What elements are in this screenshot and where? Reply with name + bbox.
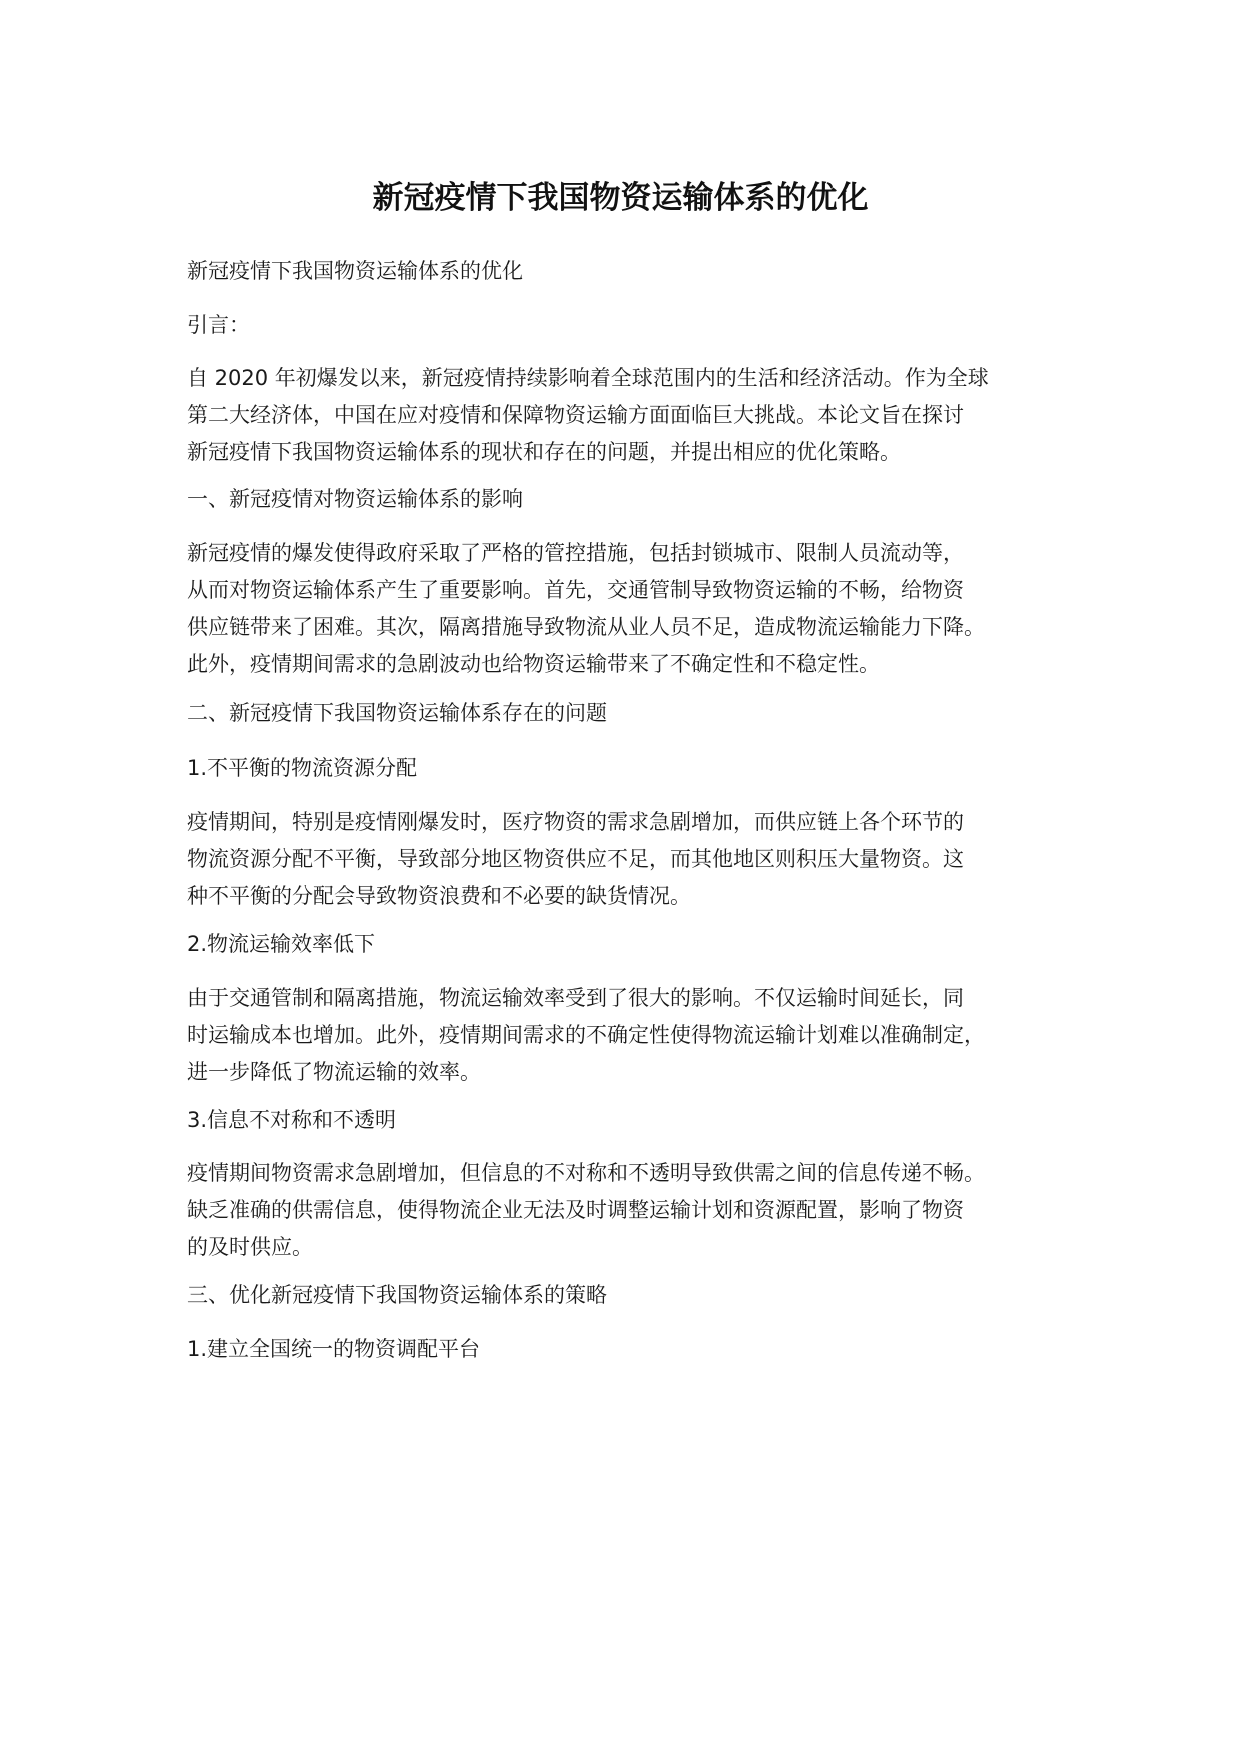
item1-paragraph xyxy=(187,804,1077,915)
paragraph-line: 从而对物资运输体系产生了重要影响。首先，交通管制导致物资运输的不畅，给物资 xyxy=(187,578,964,602)
section1-heading: 一、新冠疫情对物资运输体系的影响 xyxy=(187,487,523,511)
paragraph-line: 新冠疫情的爆发使得政府采取了严格的管控措施，包括封锁城市、限制人员流动等， xyxy=(187,541,964,565)
paragraph-line: 新冠疫情下我国物资运输体系的现状和存在的问题，并提出相应的优化策略。 xyxy=(187,440,901,464)
paragraph-line: 时运输成本也增加。此外，疫情期间需求的不确定性使得物流运输计划难以准确制定， xyxy=(187,1023,985,1047)
paragraph-line: 缺乏准确的供需信息，使得物流企业无法及时调整运输计划和资源配置，影响了物资 xyxy=(187,1198,964,1222)
paragraph-line: 由于交通管制和隔离措施，物流运输效率受到了很大的影响。不仅运输时间延长，同 xyxy=(187,986,964,1010)
paragraph-line: 第二大经济体，中国在应对疫情和保障物资运输方面面临巨大挑战。本论文旨在探讨 xyxy=(187,403,964,427)
paragraph-line: 疫情期间，特别是疫情刚爆发时，医疗物资的需求急剧增加，而供应链上各个环节的 xyxy=(187,810,964,834)
item2-heading: 2.物流运输效率低下 xyxy=(187,932,376,956)
strategy1-heading: 1.建立全国统一的物资调配平台 xyxy=(187,1337,481,1361)
paragraph-line: 供应链带来了困难。其次，隔离措施导致物流从业人员不足，造成物流运输能力下降。 xyxy=(187,615,985,639)
paragraph-line: 自 2020 年初爆发以来，新冠疫情持续影响着全球范围内的生活和经济活动。作为全球 xyxy=(187,366,989,390)
intro-paragraph xyxy=(187,360,1077,471)
document-title: 新冠疫情下我国物资运输体系的优化 xyxy=(372,180,869,216)
paragraph-line: 的及时供应。 xyxy=(187,1235,313,1259)
paragraph-line: 进一步降低了物流运输的效率。 xyxy=(187,1060,481,1084)
intro-heading: 引言： xyxy=(187,313,250,337)
item3-paragraph xyxy=(187,1155,1077,1266)
item2-paragraph xyxy=(187,980,1077,1091)
item3-heading: 3.信息不对称和不透明 xyxy=(187,1108,397,1132)
section2-heading: 二、新冠疫情下我国物资运输体系存在的问题 xyxy=(187,701,607,725)
paragraph-line: 疫情期间物资需求急剧增加，但信息的不对称和不透明导致供需之间的信息传递不畅。 xyxy=(187,1161,985,1185)
item1-heading: 1.不平衡的物流资源分配 xyxy=(187,756,418,780)
paragraph-line: 此外，疫情期间需求的急剧波动也给物资运输带来了不确定性和不稳定性。 xyxy=(187,652,880,676)
subtitle: 新冠疫情下我国物资运输体系的优化 xyxy=(187,259,523,283)
section1-paragraph xyxy=(187,535,1077,683)
paragraph-line: 物流资源分配不平衡，导致部分地区物资供应不足，而其他地区则积压大量物资。这 xyxy=(187,847,964,871)
paragraph-line: 种不平衡的分配会导致物资浪费和不必要的缺货情况。 xyxy=(187,884,691,908)
section3-heading: 三、优化新冠疫情下我国物资运输体系的策略 xyxy=(187,1283,607,1307)
